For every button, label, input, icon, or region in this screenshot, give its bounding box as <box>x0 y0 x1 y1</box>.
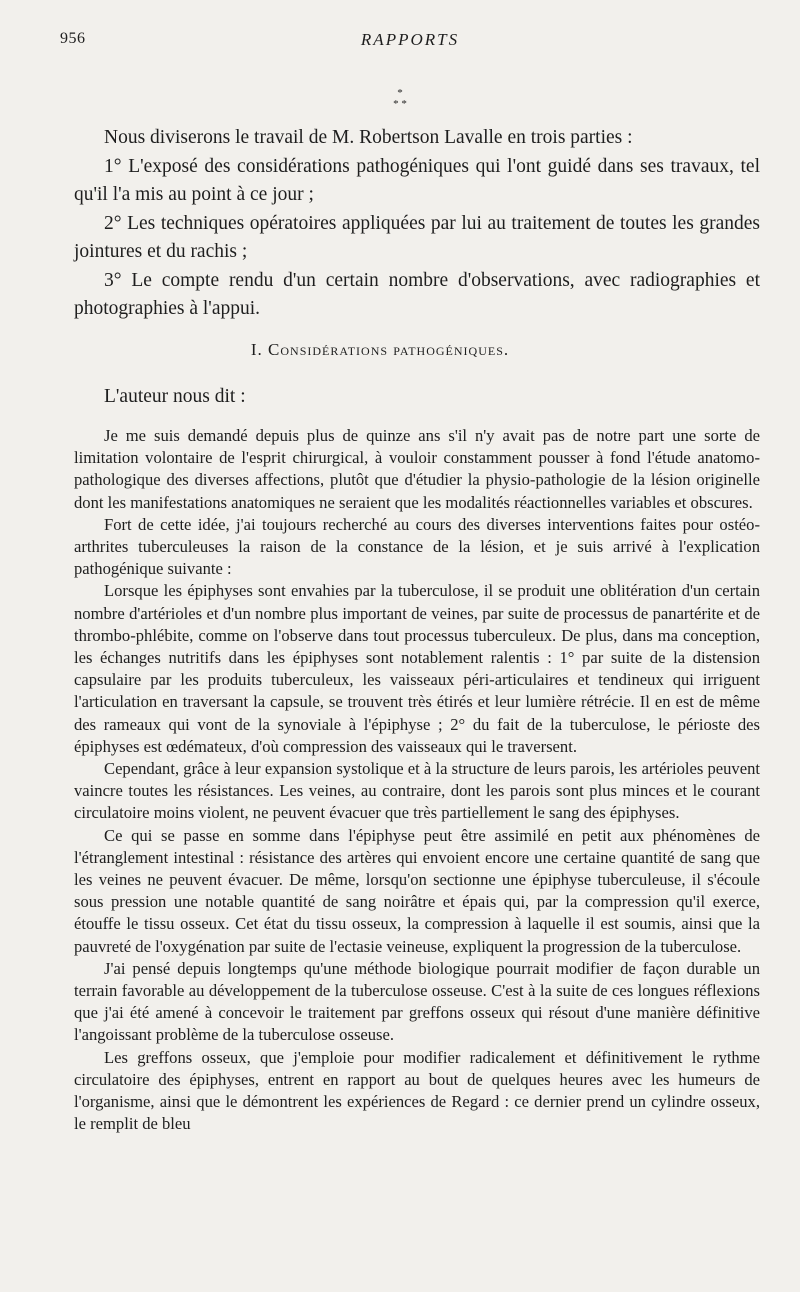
running-title: RAPPORTS <box>360 30 460 49</box>
body-paragraph: Je me suis demandé depuis plus de quinze ans s'il n'y avait pas de notre part une sorte de limitation volontaire de l'esprit chirurgical, à vouloir constamment pousser à fond l'étude anatomo-pathologique des diverses affections, plutôt que d'étudier la physio-pathologie de la lésion originelle dont les manifestations anatomiques ne seraient que les modalités réactionnelles variables et obscures. <box>74 426 760 512</box>
section-title: Considérations pathogéniques. <box>268 340 510 359</box>
body-paragraph: Lorsque les épiphyses sont envahies par la tuberculose, il se produit une oblitération d'un certain nombre d'artérioles et d'un nombre plus important de veines, par suite de processus de panartérite et de thrombo-phlébite, comme on l'observe dans tout processus tuberculeux. De plus, dans ma conception, les échanges nutritifs dans les épiphyses sont notablement ralentis : 1° par suite de la distension capsulaire par les produits tuberculeux, les vaisseaux péri-articulaires et tendineux qui irriguent l'articulation en traversant la capsule, se trouvent très étirés et leur lumière rétrécie. Il en est de même des rameaux qui vont de la synoviale à l'épiphyse ; 2° du fait de la tuberculose, le périoste des épiphyses est œdémateux, d'où compression des vaisseaux qui le traversent. <box>74 581 760 756</box>
body-paragraph: Les greffons osseux, que j'emploie pour modifier radicalement et définitivement le rythme circulatoire des épiphyses, entrent en rapport au bout de quelques heures avec les humeurs de l'organisme, ainsi que le démontrent les expériences de Regard : ce dernier prend un cylindre osseux, le remplit de bleu <box>74 1047 760 1134</box>
quoted-body <box>74 425 760 1136</box>
intro-paragraph: 1° L'exposé des considérations pathogéniques qui l'ont guidé dans ses travaux, tel qu'il l'a mis au point à ce jour ; <box>74 155 760 205</box>
intro-paragraph: 2° Les techniques opératoires appliquées par lui au traitement de toutes les grandes jointures et du rachis ; <box>74 212 760 262</box>
intro-paragraph: Nous diviserons le travail de M. Robertson Lavalle en trois parties : <box>104 127 633 148</box>
body-paragraph: Fort de cette idée, j'ai toujours recherché au cours des diverses interventions faites pour ostéo-arthrites tuberculeuses la raison de la constance de la lésion, et je suis arrivé à l'explication pathogénique suivante : <box>74 514 760 579</box>
intro-paragraph: 3° Le compte rendu d'un certain nombre d'observations, avec radiographies et photographies à l'appui. <box>74 269 760 319</box>
ornament-bottom: * * <box>393 98 407 110</box>
lead-line: L'auteur nous dit : <box>104 386 246 407</box>
body-paragraph: J'ai pensé depuis longtemps qu'une méthode biologique pourrait modifier de façon durable un terrain favorable au développement de la tuberculose osseuse. C'est à la suite de ces longues réflexions que j'ai été amené à concevoir le traitement par greffons osseux qui résout d'une manière définitive l'angoissant problème de la tuberculose osseuse. <box>74 958 760 1045</box>
section-heading <box>0 340 760 360</box>
ornament-top: * <box>397 87 403 99</box>
asterism-ornament <box>0 88 800 110</box>
page-header <box>60 30 760 54</box>
body-paragraph: Ce qui se passe en somme dans l'épiphyse peut être assimilé en petit aux phénomènes de l'étranglement intestinal : résistance des artères qui envoient encore une certaine quantité de sang que les veines ne peuvent évacuer. De même, lorsqu'on sectionne une épiphyse tuberculeuse, il s'écoule sous pression une notable quantité de sang noirâtre et épais qui, par la compression qu'il exerce, étouffe le tissu osseux. Cet état du tissu osseux, la compression à laquelle il est soumis, ainsi que la pauvreté de l'oxygénation par suite de l'ectasie veineuse, expliquent la progression de la tuberculose. <box>74 825 760 956</box>
section-number: I. <box>250 340 263 359</box>
body-paragraph: Cependant, grâce à leur expansion systolique et à la structure de leurs parois, les artérioles peuvent vaincre toutes les résistances. Les veines, au contraire, dont les parois sont plus minces et le courant circulatoire moins violent, ne peuvent évacuer que très partiellement le sang des épiphyses. <box>74 759 760 823</box>
intro-block <box>74 124 760 324</box>
page-number: 956 <box>60 30 86 47</box>
